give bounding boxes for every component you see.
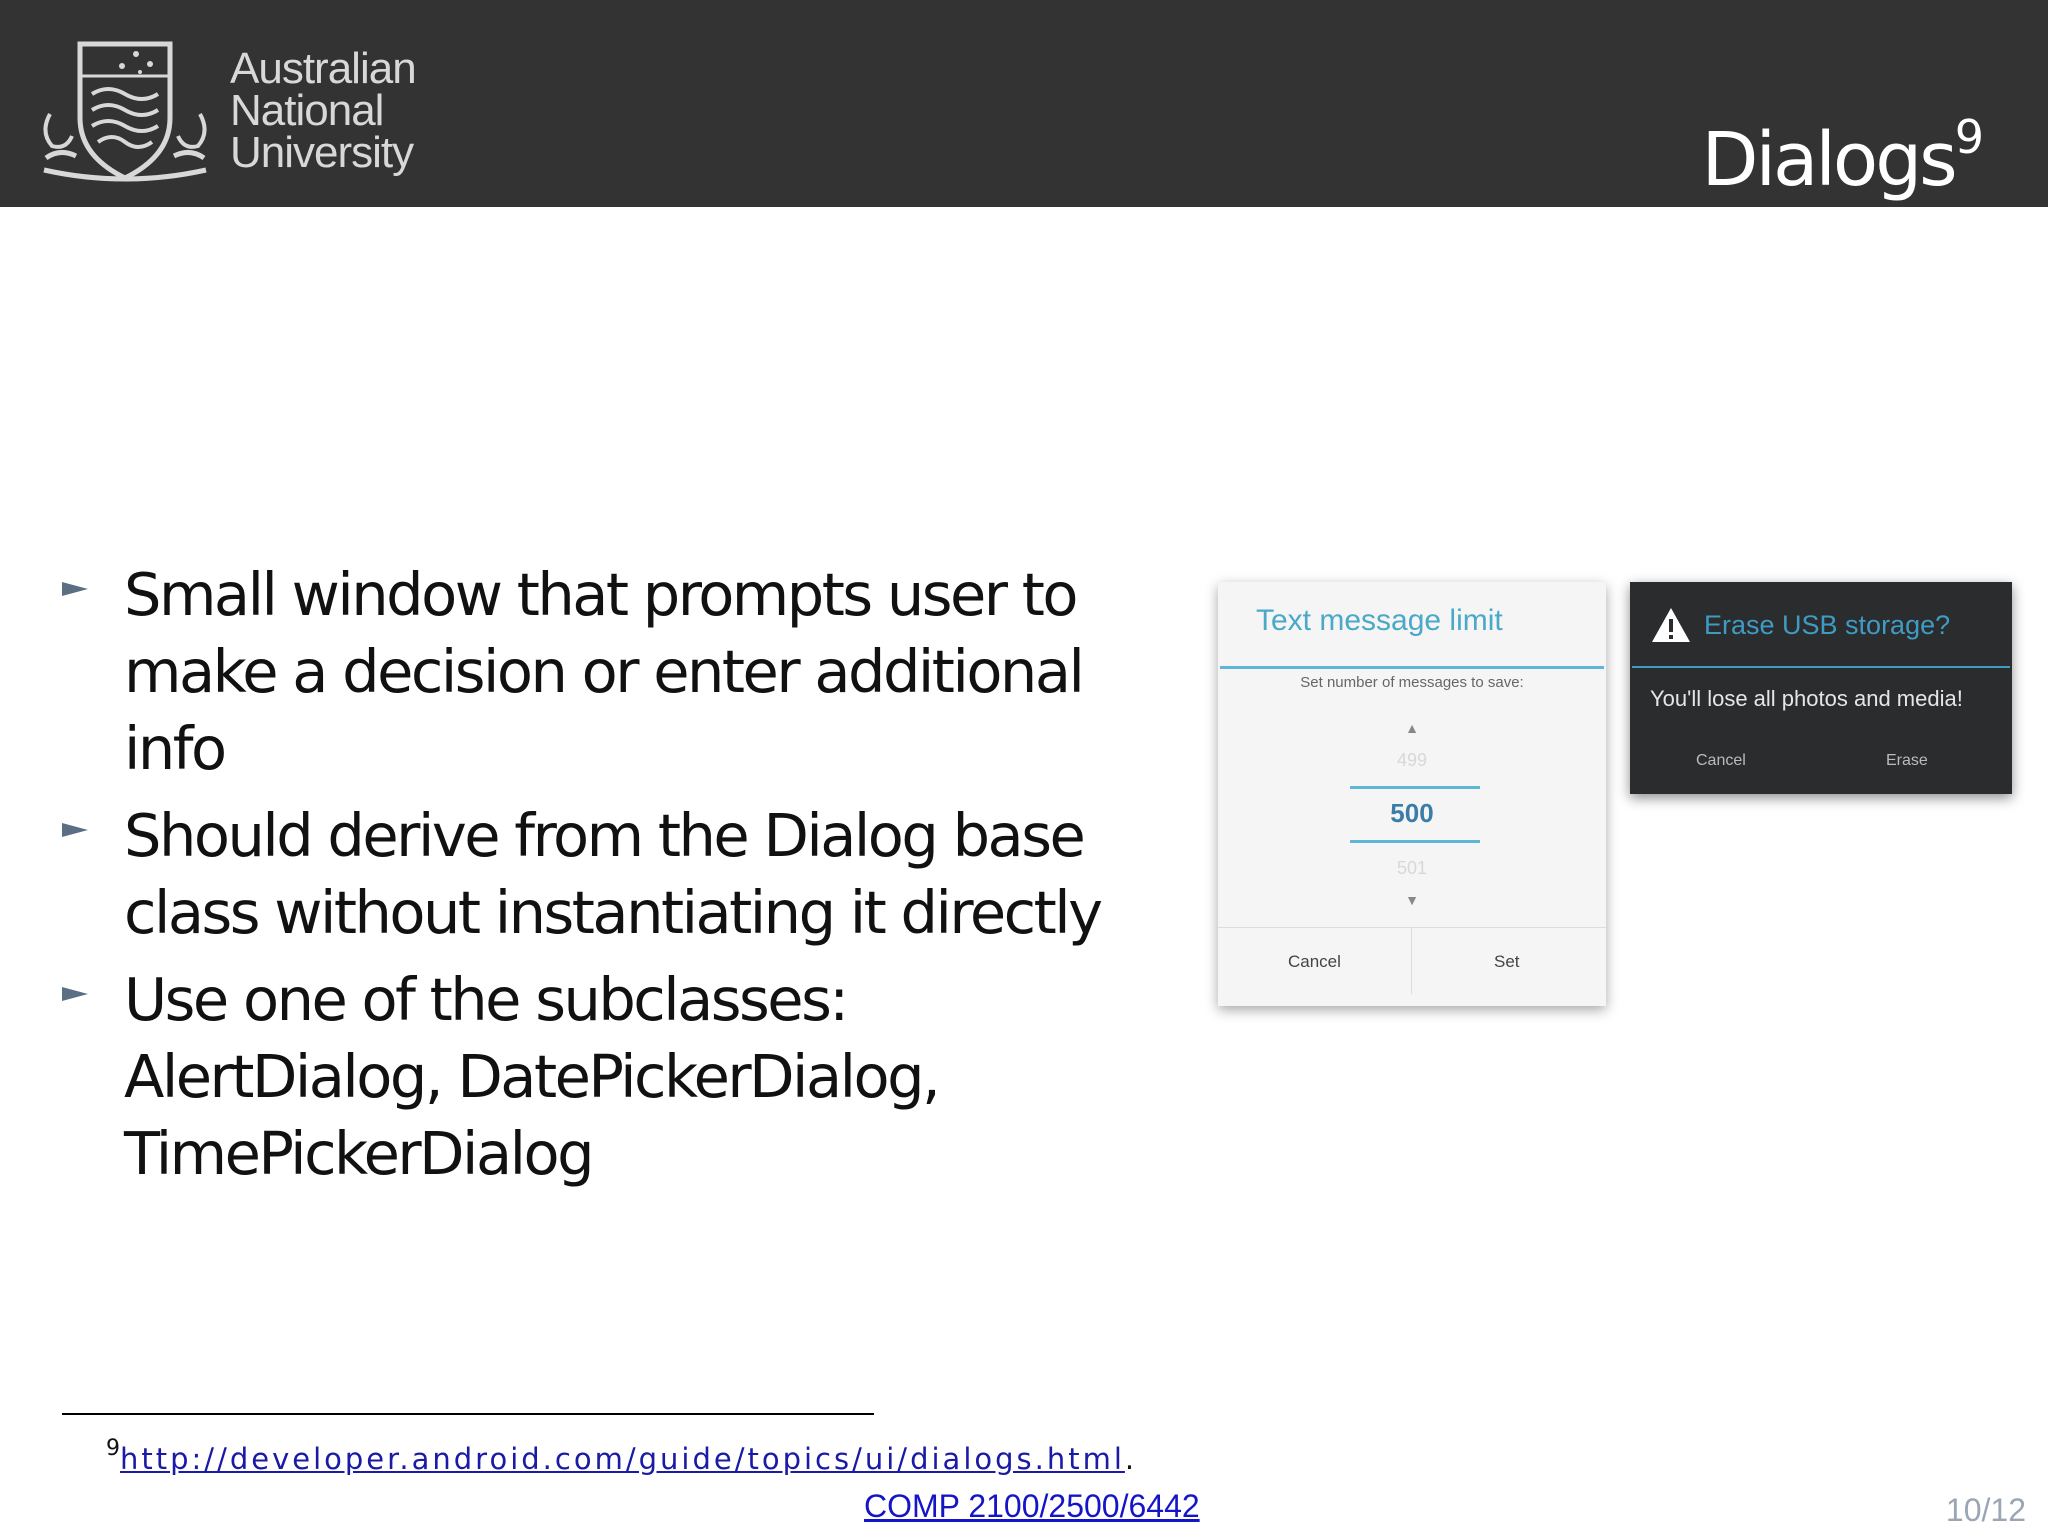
bullet-item <box>58 797 1178 951</box>
erase-alert-dialog-image <box>1630 582 2012 794</box>
university-name-line: University <box>230 128 414 177</box>
bullet-triangle-icon <box>62 582 88 596</box>
footnote-link[interactable]: http://developer.android.com/guide/topics/ui/dialogs.html <box>120 1442 1125 1476</box>
dialog-erase-button: Erase <box>1886 752 1928 769</box>
picker-previous-value: 499 <box>1396 750 1428 770</box>
warning-icon <box>1650 606 1692 644</box>
course-code-link[interactable]: COMP 2100/2500/6442 <box>864 1488 1200 1524</box>
dialog-set-button: Set <box>1494 952 1520 971</box>
slide-title-text: Dialogs <box>1701 117 1955 203</box>
footnote <box>106 1436 1134 1476</box>
bullet-triangle-icon <box>62 987 88 1001</box>
footnote-divider <box>62 1413 874 1415</box>
anu-logo <box>40 38 460 184</box>
bullet-text: Small window that prompts user to make a decision or enter additional info <box>124 560 1083 783</box>
footnote-mark: 9 <box>106 1436 120 1461</box>
dialog-title-divider <box>1632 666 2010 668</box>
bullet-triangle-icon <box>62 823 88 837</box>
dialog-title: Text message limit <box>1256 604 1503 637</box>
university-name-line: Australian <box>230 44 416 93</box>
page-number: 10/12 <box>1945 1492 2026 1528</box>
bullet-item <box>58 961 1178 1192</box>
picker-down-arrow-icon: ▼ <box>1405 892 1419 908</box>
bullet-item <box>58 556 1178 787</box>
dialog-message: Set number of messages to save: <box>1300 674 1524 691</box>
dialog-title: Erase USB storage? <box>1704 610 1951 640</box>
picker-selection-top-rule <box>1350 786 1480 789</box>
dialog-message: You'll lose all photos and media! <box>1650 686 1963 711</box>
dialog-cancel-button: Cancel <box>1288 952 1341 971</box>
slide-title-footnote-mark: 9 <box>1954 110 1984 164</box>
dialog-button-divider <box>1218 927 1606 928</box>
number-picker-dialog-image <box>1218 582 1606 1006</box>
dialog-title-divider <box>1220 666 1604 669</box>
bullet-text: Use one of the subclasses: AlertDialog, DatePickerDialog, TimePickerDialog <box>124 965 939 1188</box>
bullet-list <box>58 556 1178 1202</box>
picker-selection-bottom-rule <box>1350 840 1480 843</box>
bullet-text: Should derive from the Dialog base class without instantiating it directly <box>124 801 1101 947</box>
dialog-cancel-button: Cancel <box>1696 752 1746 769</box>
slide-header <box>0 0 2048 207</box>
picker-next-value: 501 <box>1396 858 1428 878</box>
picker-selected-value: 500 <box>1390 798 1434 828</box>
university-name-line: National <box>230 86 384 135</box>
footnote-trailing: . <box>1124 1442 1135 1476</box>
slide-title <box>1701 92 1984 205</box>
anu-crest-icon <box>40 38 210 184</box>
dialog-button-separator <box>1411 928 1412 994</box>
university-name <box>230 44 416 177</box>
picker-up-arrow-icon: ▲ <box>1405 720 1419 736</box>
